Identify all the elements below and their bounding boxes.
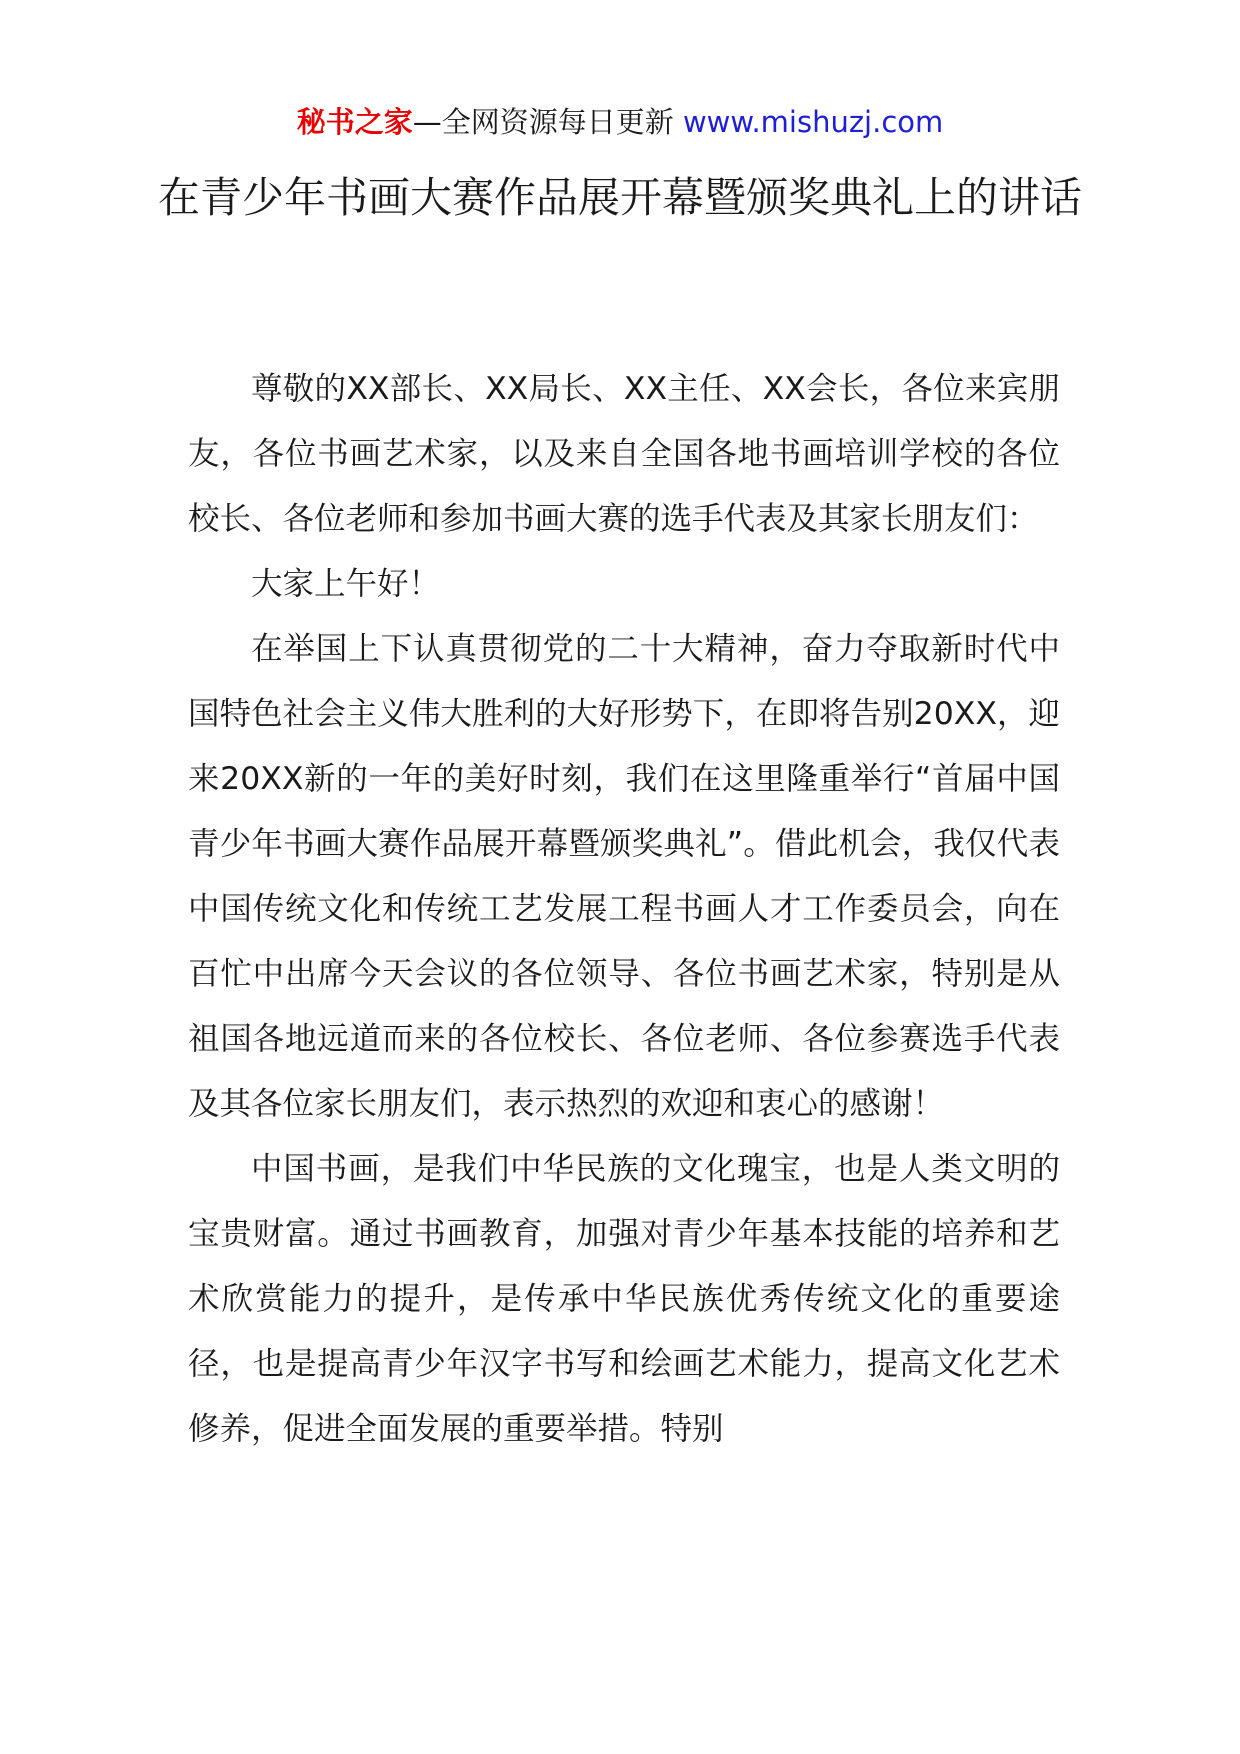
site-header xyxy=(0,102,1240,142)
paragraph-salutation: 尊敬的XX部长、XX局长、XX主任、XX会长，各位来宾朋友，各位书画艺术家，以及来自全国各地书画培训学校的各位校长、各位老师和参加书画大赛的选手代表及其家长朋友们： xyxy=(188,371,1060,537)
header-tagline: —全网资源每日更新 xyxy=(412,105,683,139)
speech-body xyxy=(188,357,1060,1462)
site-url-link[interactable]: www.mishuzj.com xyxy=(682,105,944,139)
document-title: 在青少年书画大赛作品展开幕暨颁奖典礼上的讲话 xyxy=(157,173,1082,222)
paragraph-calligraphy: 中国书画，是我们中华民族的文化瑰宝，也是人类文明的宝贵财富。通过书画教育，加强对青少年基本技能的培养和艺术欣赏能力的提升，是传承中华民族优秀传统文化的重要途径，也是提高青少年汉字书写和绘画艺术能力，提高文化艺术修养，促进全面发展的重要举措。特别 xyxy=(188,1151,1060,1447)
paragraph-greeting: 大家上午好！ xyxy=(251,566,441,602)
brand-name: 秘书之家 xyxy=(296,105,413,139)
paragraph-welcome: 在举国上下认真贯彻党的二十大精神，奋力夺取新时代中国特色社会主义伟大胜利的大好形势下，在即将告别20XX，迎来20XX新的一年的美好时刻，我们在这里隆重举行“首届中国青少年书画大赛作品展开幕暨颁奖典礼”。借此机会，我仅代表中国传统文化和传统工艺发展工程书画人才工作委员会，向在百忙中出席今天会议的各位领导、各位书画艺术家，特别是从祖国各地远道而来的各位校长、各位老师、各位参赛选手代表及其各位家长朋友们，表示热烈的欢迎和衷心的感谢！ xyxy=(188,631,1060,1122)
